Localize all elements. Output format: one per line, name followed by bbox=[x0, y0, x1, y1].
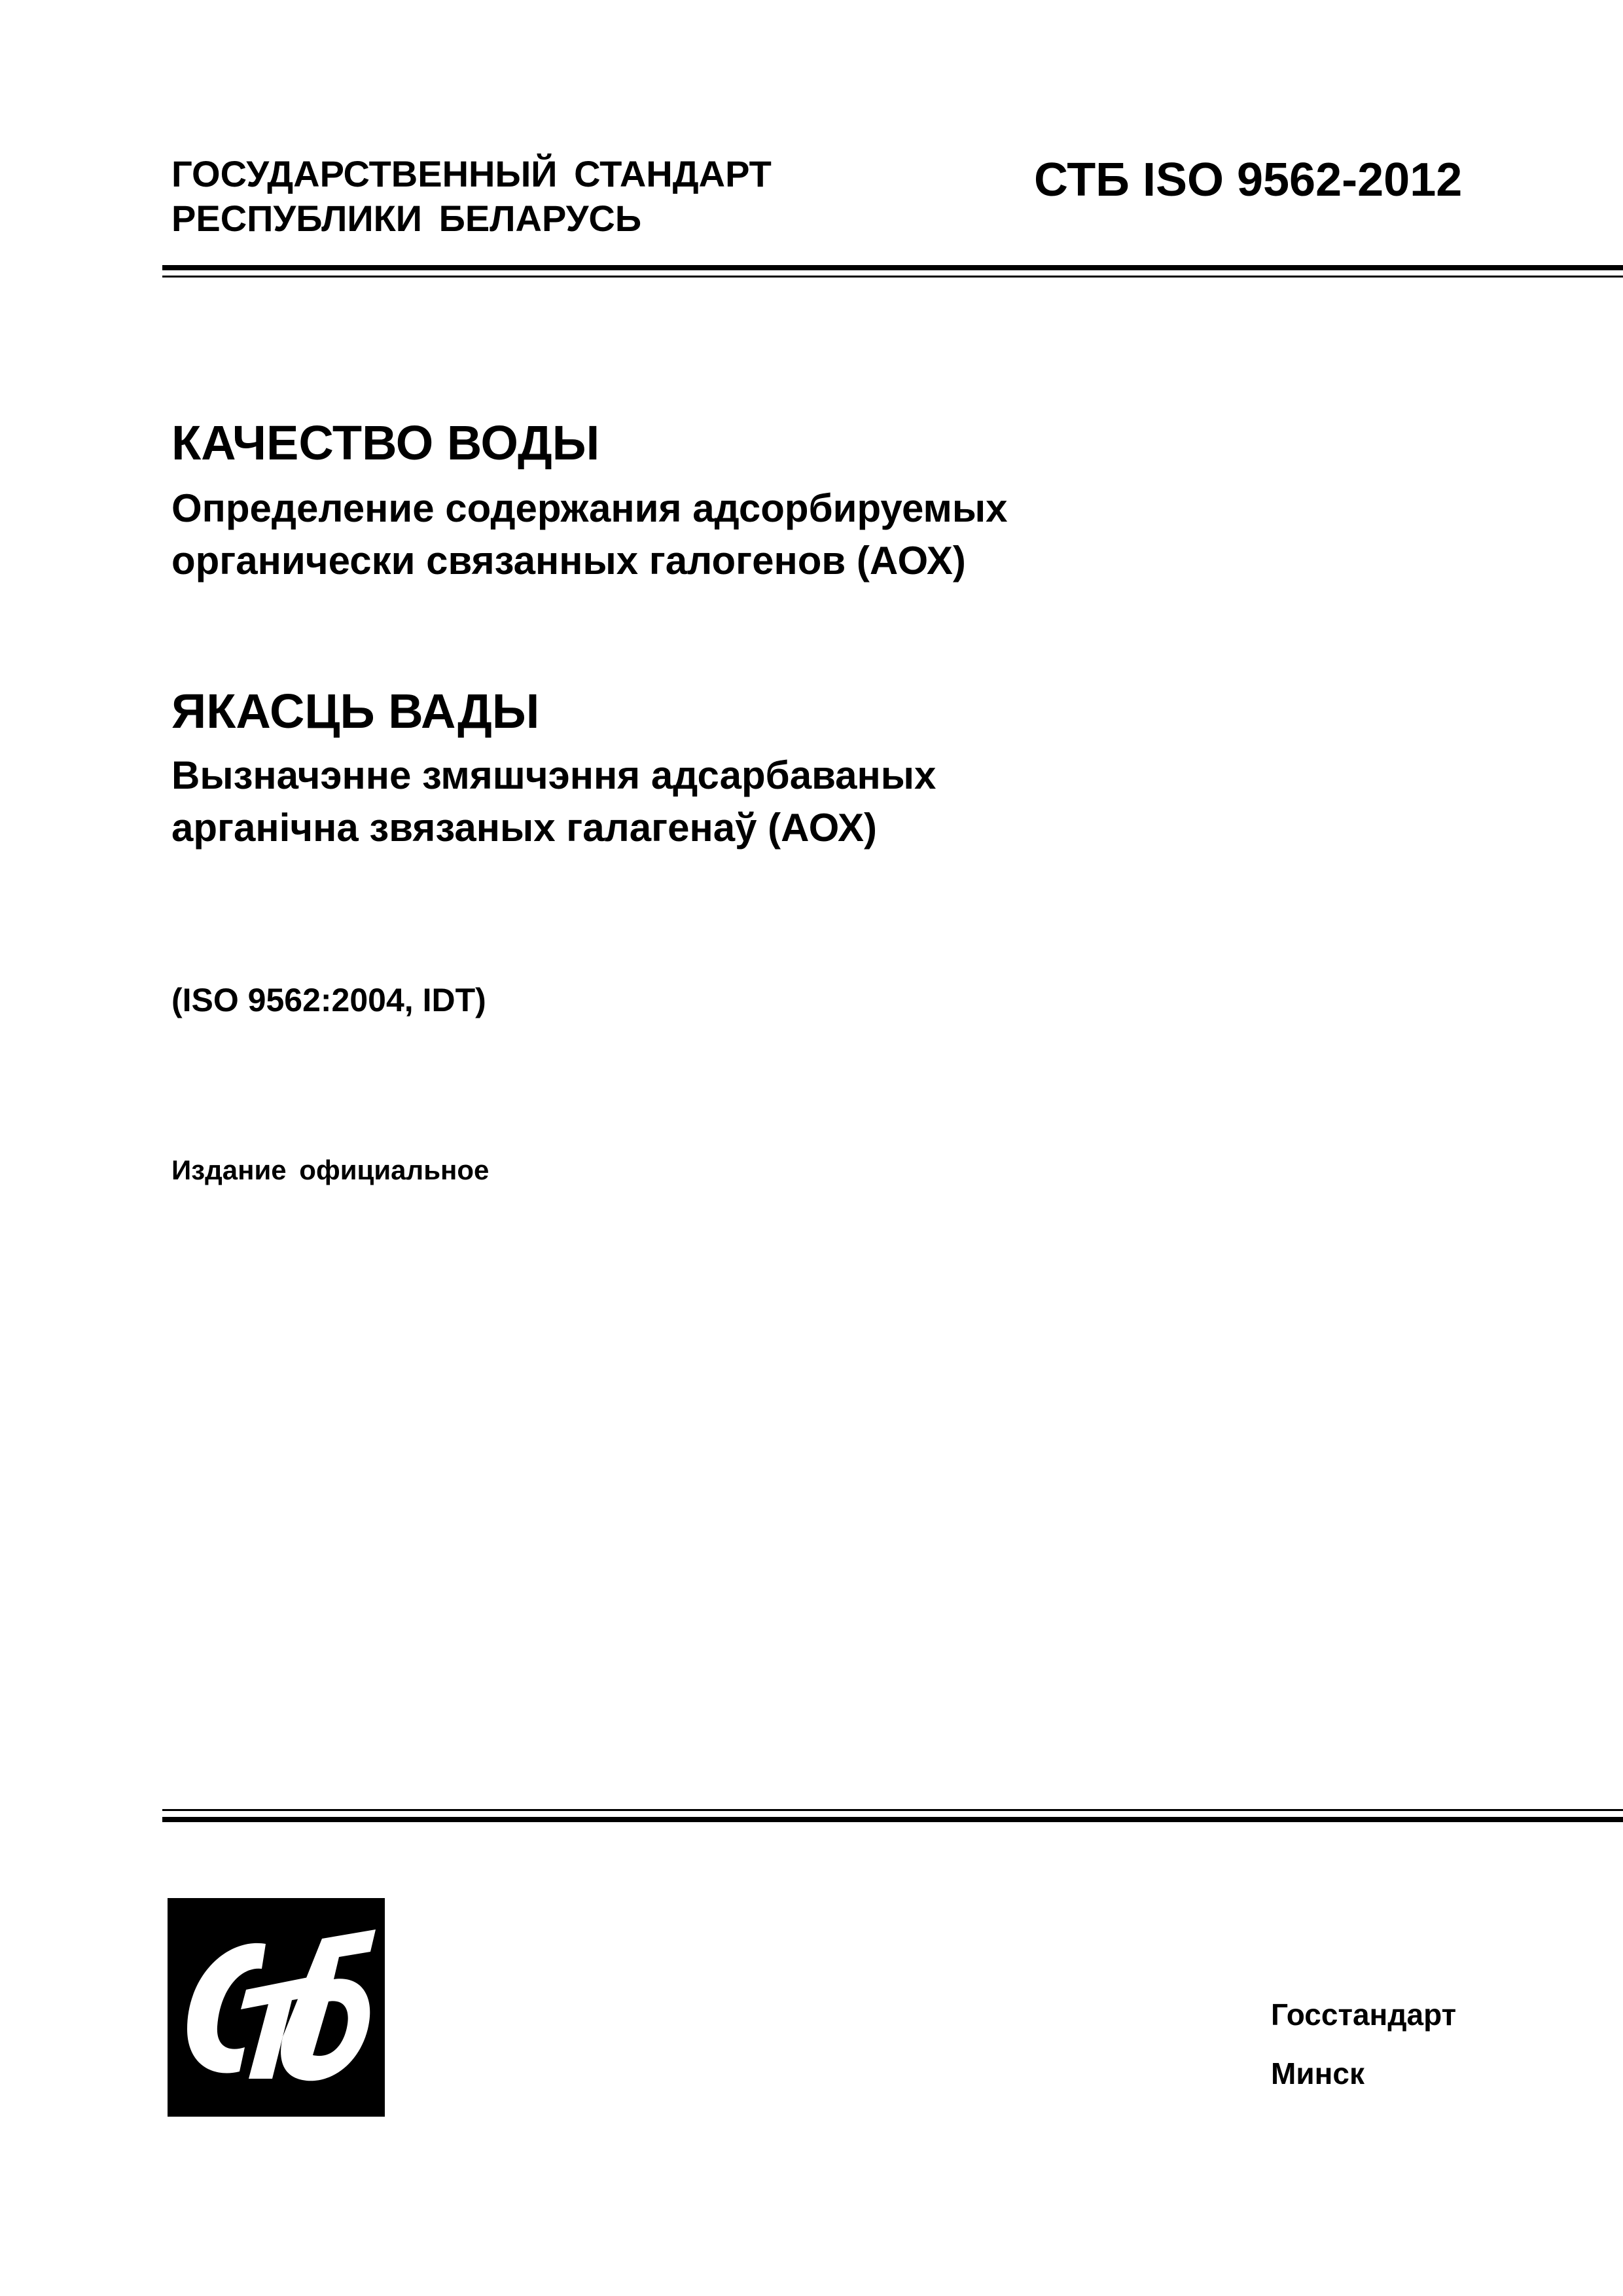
publisher-name: Госстандарт bbox=[1271, 1998, 1457, 2032]
stb-logo-icon bbox=[168, 1898, 385, 2117]
stb-logo-svg bbox=[168, 1898, 385, 2117]
iso-reference: (ISO 9562:2004, IDT) bbox=[171, 982, 486, 1018]
top-rule-thick bbox=[162, 265, 1623, 270]
title-ru-sub-line-2: органически связанных галогенов (АОХ) bbox=[171, 539, 966, 583]
standard-type-line-1: ГОСУДАРСТВЕННЫЙ СТАНДАРТ bbox=[171, 153, 772, 194]
title-be-sub-line-1: Вызначэнне змяшчэння адсарбаваных bbox=[171, 753, 936, 797]
edition-label: Издание официальное bbox=[171, 1155, 490, 1185]
title-ru-sub-line-1: Определение содержания адсорбируемых bbox=[171, 486, 1008, 530]
bottom-rule-thick bbox=[162, 1817, 1623, 1822]
publisher-city: Минск bbox=[1271, 2056, 1364, 2090]
bottom-rule-thin bbox=[162, 1809, 1623, 1811]
top-rule-thin bbox=[162, 276, 1623, 278]
standard-type-heading bbox=[171, 152, 772, 241]
title-ru-main: КАЧЕСТВО ВОДЫ bbox=[171, 416, 600, 470]
title-be-main: ЯКАСЦЬ ВАДЫ bbox=[171, 684, 540, 738]
standard-designation: СТБ ISO 9562-2012 bbox=[1034, 154, 1463, 206]
standard-type-line-2: РЕСПУБЛИКИ БЕЛАРУСЬ bbox=[171, 198, 642, 239]
title-be-sub-line-2: арганічна звязаных галагенаў (АОХ) bbox=[171, 806, 878, 850]
